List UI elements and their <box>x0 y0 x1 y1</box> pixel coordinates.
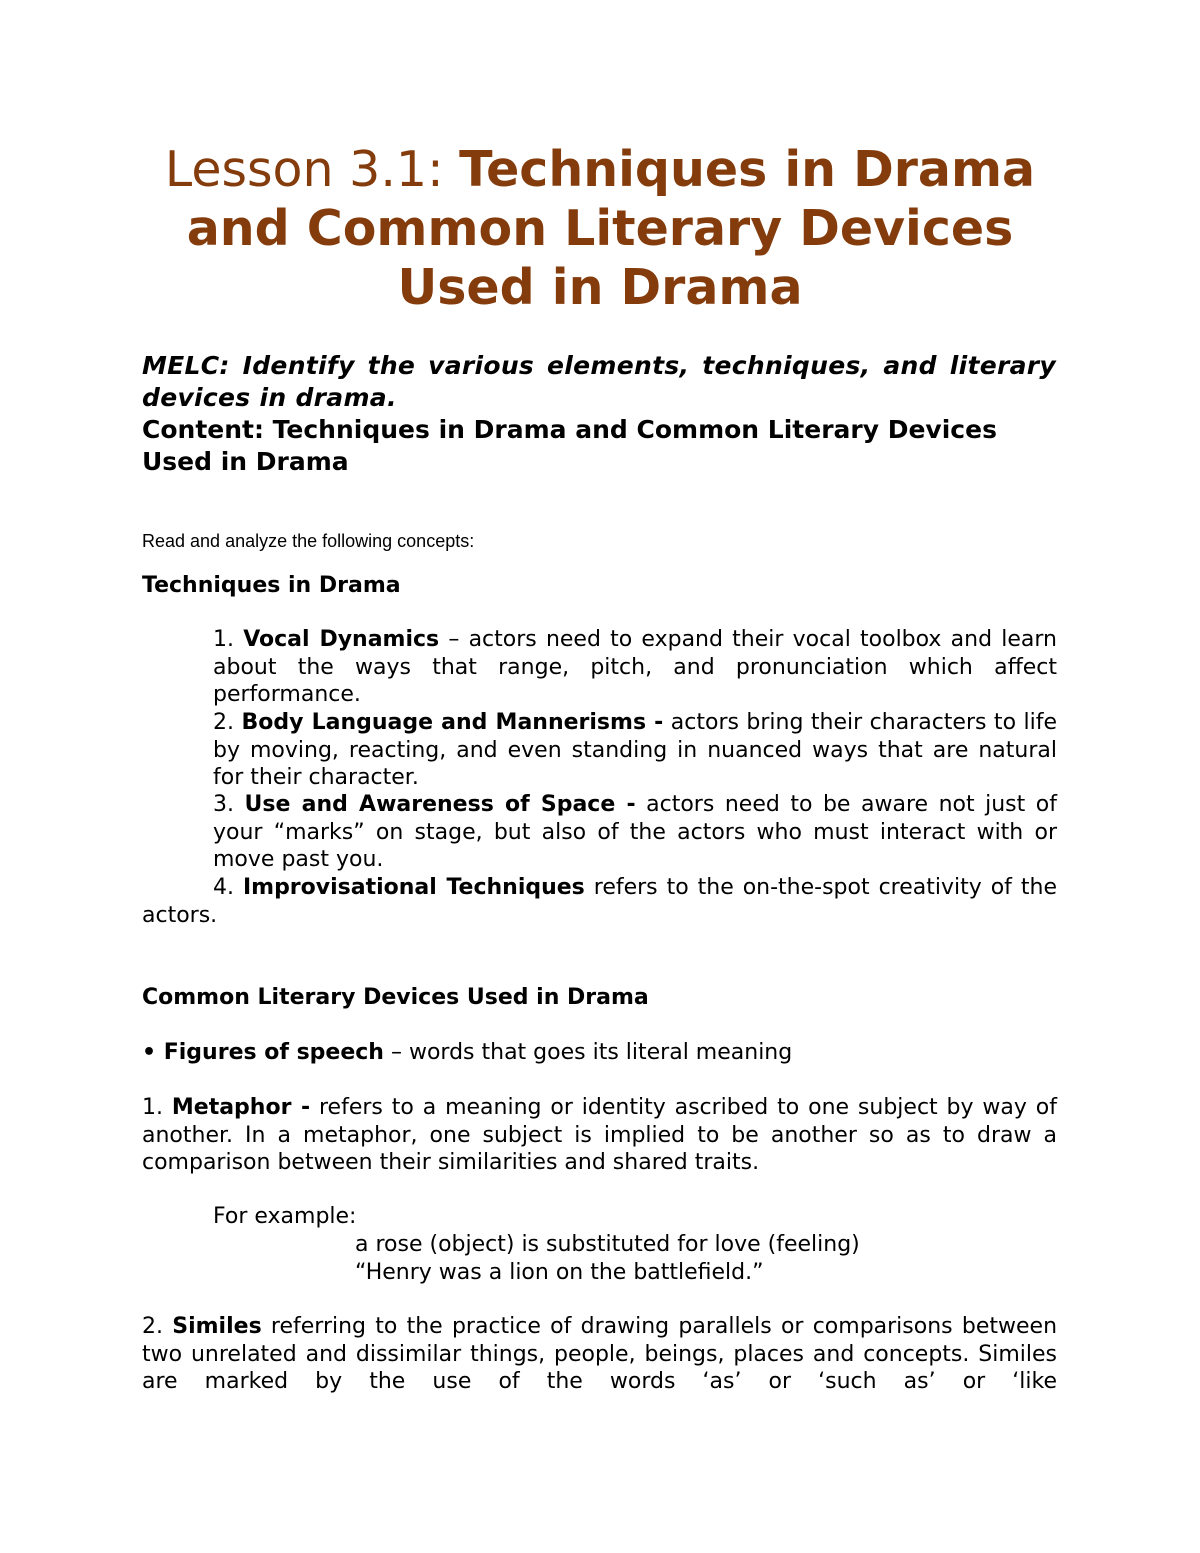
technique-item-4 <box>142 874 1057 929</box>
content-statement: Content: Techniques in Drama and Common Literary Devices Used in Drama <box>142 415 997 476</box>
figures-text: – words that goes its literal meaning <box>383 1040 793 1065</box>
example-label: For example: <box>213 1204 357 1229</box>
similes-text: referring to the practice of drawing parallels or comparisons between two unrelated and dissimilar things, people, beings, places and concepts. Similes are marked by the use of the words ‘as’ or ‘such as’ or ‘like <box>142 1314 1058 1394</box>
item-term: Vocal Dynamics <box>243 627 440 652</box>
lesson-title <box>140 140 1060 317</box>
similes-term: Similes <box>172 1314 262 1339</box>
figures-term: Figures of speech <box>163 1040 384 1065</box>
metaphor-term: Metaphor - <box>171 1095 311 1120</box>
item-number: 3. <box>213 792 245 817</box>
melc-statement: MELC: Identify the various elements, techniques, and literary devices in drama. <box>142 351 1056 412</box>
intro-text: Read and analyze the following concepts: <box>142 531 475 551</box>
item-number: 1. <box>213 627 244 652</box>
item-text: actors bring their characters to life by moving, reacting, and even standing in nuanced ways that are natural for their character. <box>213 710 1057 790</box>
technique-item-3 <box>213 791 1057 874</box>
item-text: refers to the on-the-spot creativity of the actors. <box>142 875 1057 928</box>
item-text: actors need to be aware not just of your “marks” on stage, but also of the actors who must interact with or move past you. <box>213 792 1058 872</box>
item-term: Use and Awareness of Space - <box>244 792 636 817</box>
metaphor-text: refers to a meaning or identity ascribed to one subject by way of another. In a metaphor, one subject is implied to be another so as to draw a comparison between their similarities and shared traits. <box>142 1095 1058 1175</box>
item-number: 2. <box>142 1314 173 1339</box>
devices-heading: Common Literary Devices Used in Drama <box>142 985 649 1010</box>
example-line-2: “Henry was a lion on the battlefield.” <box>355 1260 764 1285</box>
item-number: 4. <box>213 875 243 900</box>
item-term: Improvisational Techniques <box>242 875 585 900</box>
figures-of-speech <box>142 1039 1057 1067</box>
bullet: • <box>142 1040 164 1065</box>
technique-item-1 <box>213 626 1057 709</box>
lesson-title-prefix: Lesson 3.1: <box>164 141 460 198</box>
metaphor-definition <box>142 1094 1057 1177</box>
item-term: Body Language and Mannerisms - <box>241 710 664 735</box>
example-line-1: a rose (object) is substituted for love (feeling) <box>355 1232 860 1257</box>
lesson-title-main: Techniques in Drama and Common Literary Devices Used in Drama <box>186 141 1036 316</box>
similes-definition <box>142 1313 1057 1396</box>
item-text: – actors need to expand their vocal toolbox and learn about the ways that range, pitch, and pronunciation which affect performance. <box>213 627 1057 707</box>
techniques-heading: Techniques in Drama <box>142 573 401 598</box>
technique-item-2 <box>213 709 1057 792</box>
item-number: 1. <box>142 1095 172 1120</box>
item-number: 2. <box>213 710 242 735</box>
